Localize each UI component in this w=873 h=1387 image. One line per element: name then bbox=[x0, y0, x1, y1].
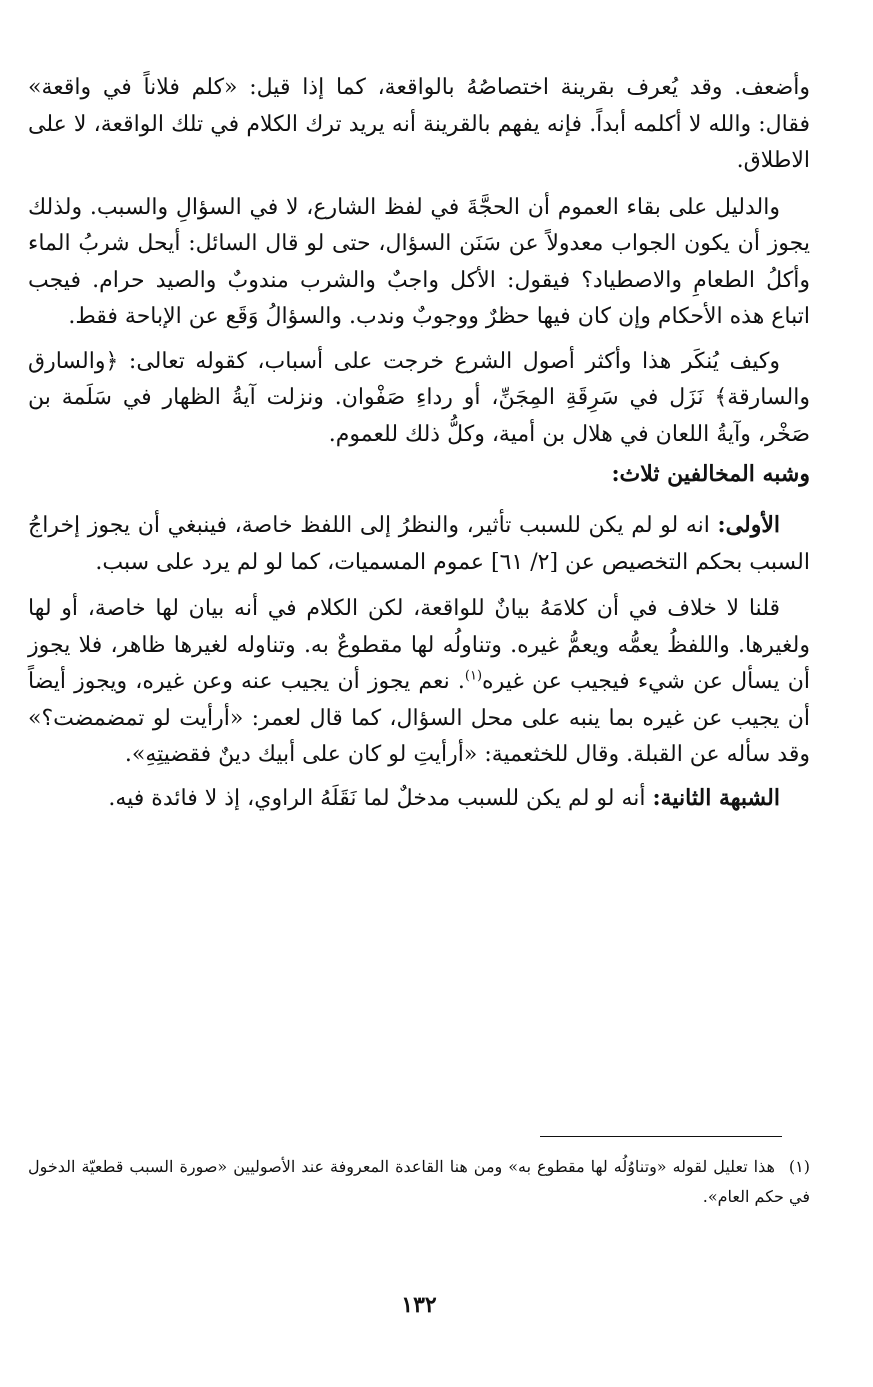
paragraph-6 bbox=[28, 780, 810, 818]
paragraph-2 bbox=[28, 190, 810, 336]
paragraph-5-text-before: قلنا لا خلاف في أن كلامَهُ بيانٌ للواقعة، لكن الكلام في أنه بيان لها خاصة، أو لها ولغيرها. واللفظُ يعمُّه ويعمُّ غيره. وتناولُه لها مقطوعٌ به. وتناوله لغيرها ظاهر، فلا يجوز أن يسأل عن شيء فيجيب عن غيره bbox=[28, 596, 810, 694]
paragraph-1-text: وأضعف. وقد يُعرف بقرينة اختصاصُهُ بالواقعة، كما إذا قيل: «كلم فلاناً في واقعة» فقال: والله لا أكلمه أبداً. فإنه يفهم بالقرينة أنه يريد ترك الكلام في تلك الواقعة، لا على الاطلاق. bbox=[28, 75, 810, 173]
paragraph-4 bbox=[28, 507, 810, 581]
footnote bbox=[28, 1152, 810, 1212]
paragraph-4-text: انه لو لم يكن للسبب تأثير، والنظرُ إلى اللفظ خاصة، فينبغي أن يجوز إخراجُ السبب بحكم التخصيص عن [٢/ ٦١] عموم المسميات، كما لو لم يرد على سبب. bbox=[28, 513, 810, 575]
footnote-reference: (١) bbox=[464, 668, 483, 684]
paragraph-3 bbox=[28, 344, 810, 454]
paragraph-1 bbox=[28, 70, 810, 180]
paragraph-2-text: والدليل على بقاء العموم أن الحجَّةَ في لفظ الشارع، لا في السؤالِ والسبب. ولذلك يجوز أن يكون الجواب معدولاً عن سَنَن السؤال، حتى لو قال السائل: أيحل شربُ الماء وأكلُ الطعامِ والاصطياد؟ فيقول: الأكل واجبٌ والشرب مندوبٌ والصيد حرام. فيجب اتباع هذه الأحكام وإن كان فيها حظرٌ ووجوبٌ وندب. والسؤالُ وَقَع عن الإباحة فقط. bbox=[28, 194, 810, 329]
paragraph-4-lead: الأولى: bbox=[717, 512, 780, 538]
paragraph-6-lead: الشبهة الثانية: bbox=[652, 784, 780, 811]
page-number: ١٣٢ bbox=[401, 1292, 437, 1318]
footnote-number: (١) bbox=[788, 1157, 810, 1176]
footnote-divider bbox=[540, 1136, 782, 1137]
paragraph-6-text: أنه لو لم يكن للسبب مدخلٌ لما نَقَلَهُ الراوي، إذ لا فائدة فيه. bbox=[108, 785, 646, 811]
footnote-text: هذا تعليل لقوله «وتناوُلُه لها مقطوع به» ومن هنا القاعدة المعروفة عند الأصوليين «صورة السبب قطعيّة الدخول في حكم العام». bbox=[28, 1157, 810, 1206]
section-heading: وشبه المخالفين ثلاث: bbox=[611, 461, 810, 487]
paragraph-3-text: وكيف يُنكَر هذا وأكثر أصول الشرع خرجت على أسباب، كقوله تعالى: ﴿والسارق والسارقة﴾ نَزَل في سَرِقَةِ المِجَنِّ، أو رداءِ صَفْوان. ونزلت آيةُ الظهار في سَلَمة بن صَخْر، وآيةُ اللعان في هلال بن أمية، وكلُّ ذلك للعموم. bbox=[28, 348, 810, 447]
paragraph-5 bbox=[28, 591, 810, 774]
document-page bbox=[28, 64, 810, 1364]
paragraph-5-text-after: . نعم يجوز أن يجيب عنه وعن غيره، ويجوز أيضاً أن يجيب عن غيره بما ينبه على محل السؤال، كما قال لعمر: «أرأيت لو تمضمضت؟» وقد سأله عن القبلة. وقال للخثعمية: «أرأيتِ لو كان على أبيك دينٌ فقضيتِهِ». bbox=[28, 669, 810, 767]
